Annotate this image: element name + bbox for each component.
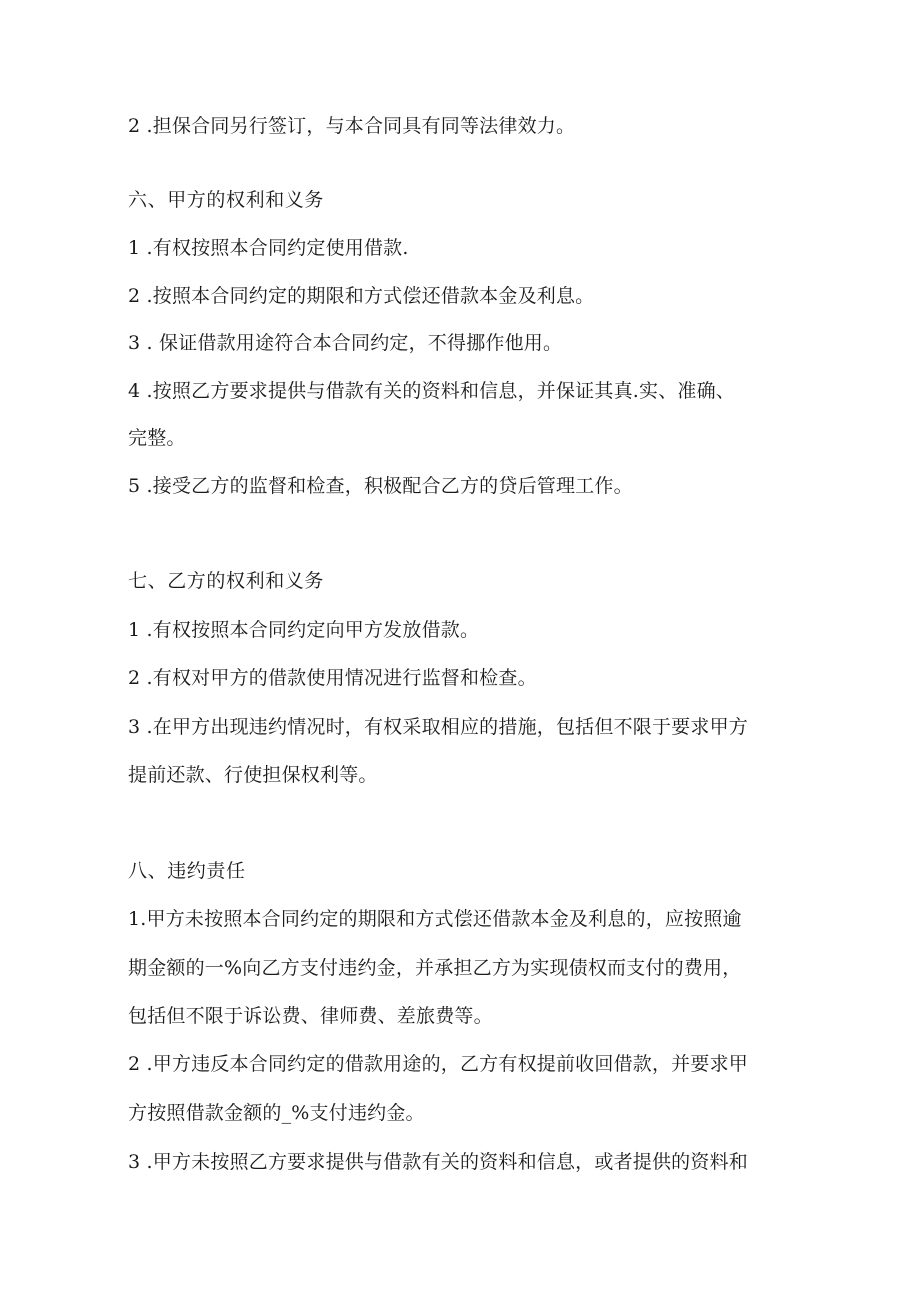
- clause-8-1-cont-2: 包括但不限于诉讼费、律师费、差旅费等。: [128, 1005, 493, 1027]
- clause-7-1: 1 .有权按照本合同约定向甲方发放借款。: [128, 619, 480, 641]
- clause-5-2: 2 .担保合同另行签订，与本合同具有同等法律效力。: [128, 115, 576, 137]
- clause-6-1: 1 .有权按照本合同约定使用借款.: [128, 237, 409, 259]
- clause-8-2: 2 .甲方违反本合同约定的借款用途的，乙方有权提前收回借款，并要求甲: [128, 1053, 748, 1075]
- clause-6-4: 4 .按照乙方要求提供与借款有关的资料和信息，并保证其真.实、准确、: [128, 380, 736, 402]
- clause-6-4-cont: 完整。: [128, 427, 186, 449]
- clause-8-2-cont: 方按照借款金额的_%支付违约金。: [128, 1102, 425, 1124]
- clause-6-5: 5 .接受乙方的监督和检查，积极配合乙方的贷后管理工作。: [128, 475, 633, 497]
- clause-7-3: 3 .在甲方出现违约情况时，有权采取相应的措施，包括但不限于要求甲方: [128, 716, 748, 738]
- clause-8-3: 3 .甲方未按照乙方要求提供与借款有关的资料和信息，或者提供的资料和: [128, 1151, 748, 1173]
- clause-6-3: 3 . 保证借款用途符合本合同约定，不得挪作他用。: [128, 332, 563, 354]
- section-7-heading: 七、乙方的权利和义务: [128, 570, 325, 592]
- section-6-heading: 六、甲方的权利和义务: [128, 189, 325, 211]
- clause-7-2: 2 .有权对甲方的借款使用情况进行监督和检查。: [128, 667, 537, 689]
- clause-7-3-cont: 提前还款、行使担保权利等。: [128, 764, 378, 786]
- clause-6-2: 2 .按照本合同约定的期限和方式偿还借款本金及利息。: [128, 285, 595, 307]
- clause-8-1: 1.甲方未按照本合同约定的期限和方式偿还借款本金及利息的，应按照逾: [128, 908, 742, 930]
- section-8-heading: 八、违约责任: [128, 860, 246, 882]
- clause-8-1-cont-1: 期金额的一%向乙方支付违约金，并承担乙方为实现债权而支付的费用，: [128, 957, 742, 979]
